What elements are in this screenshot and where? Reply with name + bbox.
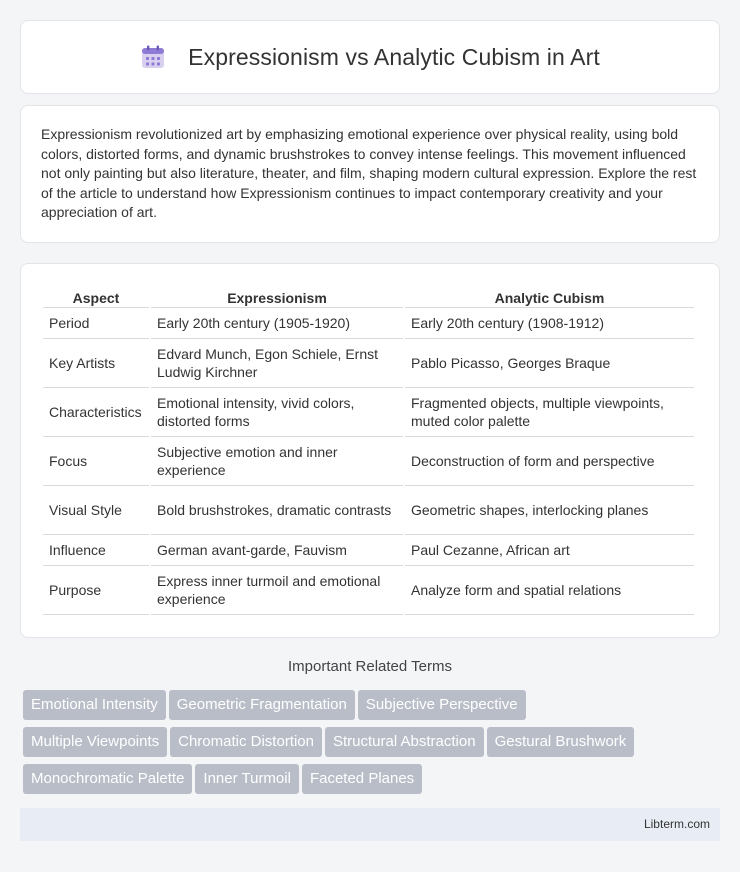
row-aspect: Visual Style	[43, 486, 149, 535]
row-aspect: Focus	[43, 437, 149, 486]
related-terms-list	[23, 690, 723, 801]
table-row	[43, 566, 694, 615]
table-row	[43, 308, 694, 339]
row-aspect: Purpose	[43, 566, 149, 615]
term-tag[interactable]: Gestural Brushwork	[487, 727, 635, 757]
footer-site-link[interactable]: Libterm.com	[643, 817, 710, 831]
term-tag[interactable]: Chromatic Distortion	[170, 727, 322, 757]
row-expressionism: Bold brushstrokes, dramatic contrasts	[151, 486, 403, 535]
footer	[20, 808, 720, 841]
row-analytic-cubism: Analyze form and spatial relations	[405, 566, 694, 615]
intro-card	[20, 105, 720, 243]
calendar-icon	[140, 44, 166, 70]
page-title: Expressionism vs Analytic Cubism in Art	[188, 43, 600, 70]
row-expressionism: German avant-garde, Fauvism	[151, 535, 403, 566]
row-analytic-cubism: Fragmented objects, multiple viewpoints, muted color palette	[405, 388, 694, 437]
row-analytic-cubism: Paul Cezanne, African art	[405, 535, 694, 566]
row-analytic-cubism: Early 20th century (1908-1912)	[405, 308, 694, 339]
row-expressionism: Early 20th century (1905-1920)	[151, 308, 403, 339]
term-tag[interactable]: Multiple Viewpoints	[23, 727, 167, 757]
row-expressionism: Subjective emotion and inner experience	[151, 437, 403, 486]
row-expressionism: Express inner turmoil and emotional experience	[151, 566, 403, 615]
term-tag[interactable]: Emotional Intensity	[23, 690, 166, 720]
header-aspect: Aspect	[43, 286, 149, 308]
table-row	[43, 388, 694, 437]
row-aspect: Influence	[43, 535, 149, 566]
header-expressionism: Expressionism	[151, 286, 403, 308]
comparison-table-card	[20, 263, 720, 638]
row-expressionism: Edvard Munch, Egon Schiele, Ernst Ludwig Kirchner	[151, 339, 403, 388]
header-analytic-cubism: Analytic Cubism	[405, 286, 694, 308]
table-header-row	[43, 286, 694, 308]
term-tag[interactable]: Geometric Fragmentation	[169, 690, 355, 720]
term-tag[interactable]: Subjective Perspective	[358, 690, 526, 720]
row-analytic-cubism: Pablo Picasso, Georges Braque	[405, 339, 694, 388]
table-row	[43, 437, 694, 486]
comparison-table	[41, 286, 696, 615]
related-terms-title: Important Related Terms	[288, 658, 452, 675]
row-expressionism: Emotional intensity, vivid colors, distorted forms	[151, 388, 403, 437]
row-analytic-cubism: Deconstruction of form and perspective	[405, 437, 694, 486]
term-tag[interactable]: Monochromatic Palette	[23, 764, 192, 794]
row-aspect: Period	[43, 308, 149, 339]
row-analytic-cubism: Geometric shapes, interlocking planes	[405, 486, 694, 535]
term-tag[interactable]: Faceted Planes	[302, 764, 422, 794]
intro-text: Expressionism revolutionized art by emphasizing emotional experience over physical reality, using bold colors, distorted forms, and dynamic brushstrokes to convey intense feelings. This movement influenced not only painting but also literature, theater, and film, shaping modern cultural expression. Explore the rest of the article to understand how Expressionism continues to impact contemporary creativity and your appreciation of art.	[41, 126, 697, 221]
table-row	[43, 535, 694, 566]
header-card	[20, 20, 720, 94]
term-tag[interactable]: Structural Abstraction	[325, 727, 484, 757]
table-row	[43, 339, 694, 388]
row-aspect: Key Artists	[43, 339, 149, 388]
row-aspect: Characteristics	[43, 388, 149, 437]
table-row	[43, 486, 694, 535]
term-tag[interactable]: Inner Turmoil	[195, 764, 299, 794]
